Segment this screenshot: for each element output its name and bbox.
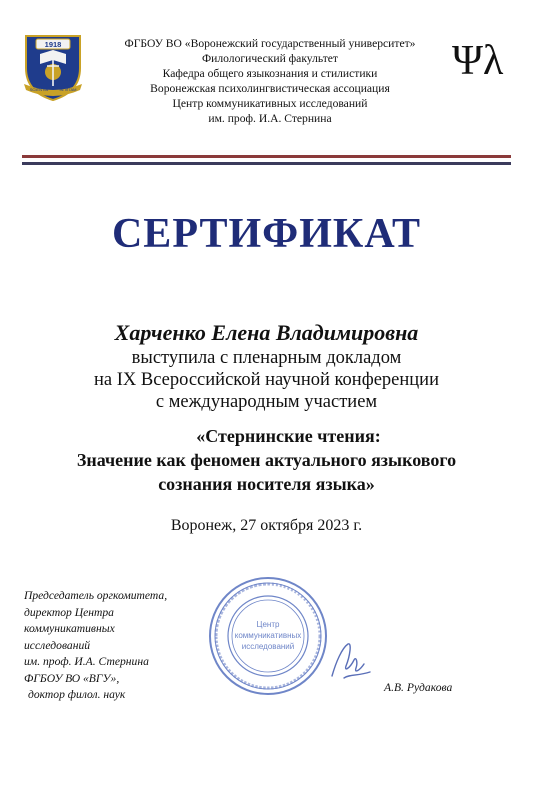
stamp-text: исследований (241, 642, 295, 651)
position-line: директор Центра (24, 605, 114, 619)
position-line: исследований (24, 638, 91, 652)
crest-motto-right: IN VITAM (59, 87, 77, 92)
body-line: с международным участием (155, 392, 378, 412)
organization-header (90, 36, 450, 126)
recipient-name: Харченко Елена Владимировна (114, 320, 419, 345)
org-line: Центр коммуникативных исследований (172, 97, 368, 110)
psi-lambda-logo: Ψλ (452, 38, 504, 84)
place-date: Воронеж, 27 октября 2023 г. (170, 517, 363, 534)
certificate-body (0, 347, 533, 413)
handwritten-signature-icon (326, 638, 376, 684)
org-line: Воронежская психолингвистическая ассоциация (150, 82, 390, 95)
org-line: Кафедра общего языкознания и стилистики (162, 67, 378, 80)
conference-topic (0, 424, 533, 496)
certificate-title: СЕРТИФИКАТ (111, 211, 422, 257)
stamp-text: Центр (256, 620, 280, 629)
body-line: выступила с пленарным докладом (131, 348, 402, 368)
crest-year: 1918 (44, 40, 62, 49)
university-crest-icon (22, 30, 84, 102)
header-divider-bottom (22, 162, 511, 165)
signatory-position (24, 588, 224, 704)
body-line: на IX Всероссийской научной конференции (94, 370, 439, 390)
position-line: коммуникативных (24, 622, 115, 635)
org-line: Филологический факультет (201, 52, 338, 65)
position-line: ФГБОУ ВО «ВГУ», (24, 671, 120, 685)
topic-line: сознания носителя языка» (158, 474, 375, 494)
position-line: доктор филол. наук (28, 688, 126, 701)
org-line: ФГБОУ ВО «Воронежский государственный университет» (124, 37, 416, 50)
topic-line: «Стернинские чтения: (196, 426, 381, 446)
crest-motto-left: SCIENTIA (29, 87, 49, 92)
official-stamp-icon (206, 574, 330, 698)
position-line: Председатель оргкомитета, (24, 589, 168, 602)
org-line: им. проф. И.А. Стернина (208, 112, 332, 125)
topic-line: Значение как феномен актуального языкового (76, 450, 457, 470)
stamp-text: коммуникативных (234, 631, 302, 640)
header-divider-top (22, 155, 511, 158)
position-line: им. проф. И.А. Стернина (24, 655, 149, 668)
signatory-name: А.В. Рудакова (384, 681, 453, 694)
